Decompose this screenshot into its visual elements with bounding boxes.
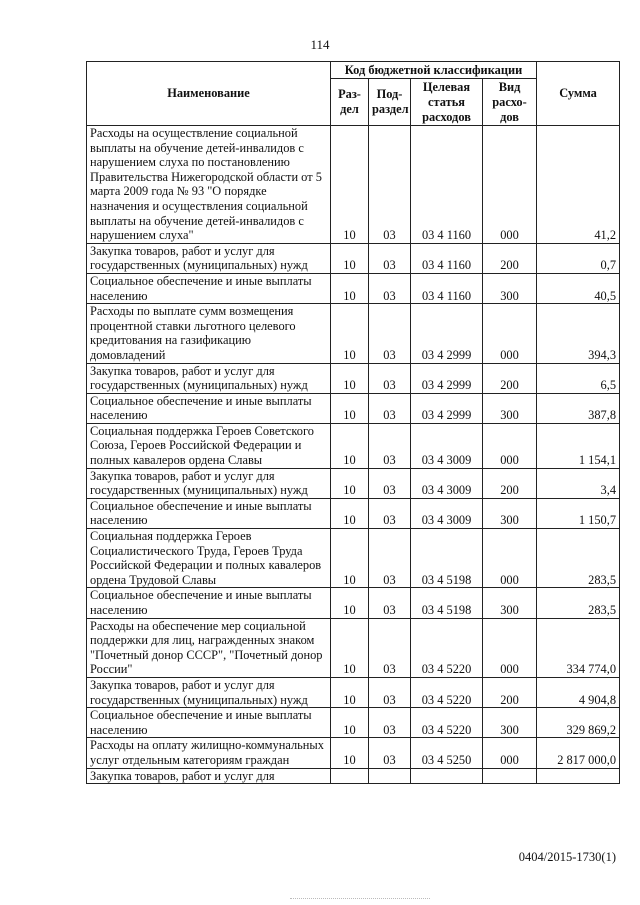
cell-target: 03 4 5220 xyxy=(411,618,483,677)
cell-vid: 300 xyxy=(483,393,537,423)
cell-sum: 334 774,0 xyxy=(537,618,620,677)
cell-podrazdel xyxy=(369,768,411,784)
cell-vid: 000 xyxy=(483,738,537,768)
cell-vid: 200 xyxy=(483,677,537,707)
table-row xyxy=(87,618,620,677)
header-classification-group: Код бюджетной классификации xyxy=(331,62,537,79)
cell-sum xyxy=(537,768,620,784)
cell-razdel: 10 xyxy=(331,529,369,588)
cell-razdel: 10 xyxy=(331,363,369,393)
cell-razdel: 10 xyxy=(331,588,369,618)
cell-podrazdel: 03 xyxy=(369,498,411,528)
cell-vid: 000 xyxy=(483,304,537,363)
cell-razdel: 10 xyxy=(331,468,369,498)
cell-name: Закупка товаров, работ и услуг для государственных (муниципальных) нужд xyxy=(87,677,331,707)
table-row xyxy=(87,529,620,588)
cell-name: Расходы на осуществление социальной выплаты на обучение детей-инвалидов с нарушением слуха по постановлению Правительства Нижегородской области от 5 марта 2009 года № 93 "О порядке назначения и осуществления социальной выплаты на обучение детей-инвалидов с нарушением слуха" xyxy=(87,126,331,244)
cell-target xyxy=(411,768,483,784)
cell-podrazdel: 03 xyxy=(369,677,411,707)
cell-podrazdel: 03 xyxy=(369,618,411,677)
cell-sum: 6,5 xyxy=(537,363,620,393)
cell-target: 03 4 5198 xyxy=(411,529,483,588)
cell-podrazdel: 03 xyxy=(369,126,411,244)
table-row xyxy=(87,768,620,784)
table-row xyxy=(87,738,620,768)
table-row xyxy=(87,588,620,618)
cell-razdel: 10 xyxy=(331,393,369,423)
cell-target: 03 4 3009 xyxy=(411,423,483,468)
cell-podrazdel: 03 xyxy=(369,738,411,768)
budget-table xyxy=(86,61,620,784)
cell-target: 03 4 1160 xyxy=(411,273,483,303)
cell-razdel: 10 xyxy=(331,243,369,273)
cell-vid: 000 xyxy=(483,423,537,468)
header-razdel: Раз- дел xyxy=(331,79,369,126)
table-row xyxy=(87,304,620,363)
bottom-edge-mark xyxy=(290,898,430,902)
cell-podrazdel: 03 xyxy=(369,708,411,738)
cell-sum: 394,3 xyxy=(537,304,620,363)
table-body xyxy=(87,126,620,784)
table-row xyxy=(87,468,620,498)
cell-razdel: 10 xyxy=(331,423,369,468)
table-row xyxy=(87,243,620,273)
cell-name: Социальная поддержка Героев Социалистического Труда, Героев Труда Российской Федерации и полных кавалеров ордена Трудовой Славы xyxy=(87,529,331,588)
cell-name: Закупка товаров, работ и услуг для государственных (муниципальных) нужд xyxy=(87,468,331,498)
cell-sum: 40,5 xyxy=(537,273,620,303)
table-row xyxy=(87,423,620,468)
table-row xyxy=(87,273,620,303)
cell-razdel: 10 xyxy=(331,498,369,528)
table-row xyxy=(87,126,620,244)
cell-target: 03 4 5220 xyxy=(411,677,483,707)
cell-sum: 2 817 000,0 xyxy=(537,738,620,768)
header-target: Целевая статья расходов xyxy=(411,79,483,126)
header-vid: Вид расхо- дов xyxy=(483,79,537,126)
table-row xyxy=(87,393,620,423)
cell-name: Социальное обеспечение и иные выплаты населению xyxy=(87,588,331,618)
cell-podrazdel: 03 xyxy=(369,393,411,423)
cell-podrazdel: 03 xyxy=(369,529,411,588)
cell-podrazdel: 03 xyxy=(369,304,411,363)
cell-name: Закупка товаров, работ и услуг для государственных (муниципальных) нужд xyxy=(87,243,331,273)
cell-target: 03 4 5220 xyxy=(411,708,483,738)
cell-target: 03 4 2999 xyxy=(411,393,483,423)
cell-vid: 000 xyxy=(483,126,537,244)
cell-vid: 200 xyxy=(483,468,537,498)
cell-sum: 387,8 xyxy=(537,393,620,423)
cell-sum: 4 904,8 xyxy=(537,677,620,707)
cell-target: 03 4 3009 xyxy=(411,468,483,498)
cell-razdel: 10 xyxy=(331,708,369,738)
cell-target: 03 4 5198 xyxy=(411,588,483,618)
cell-vid: 000 xyxy=(483,618,537,677)
cell-vid: 300 xyxy=(483,708,537,738)
header-sum: Сумма xyxy=(537,62,620,126)
cell-vid: 200 xyxy=(483,363,537,393)
cell-name: Расходы на обеспечение мер социальной поддержки для лиц, награжденных знаком "Почетный донор СССР", "Почетный донор России" xyxy=(87,618,331,677)
cell-target: 03 4 2999 xyxy=(411,304,483,363)
cell-razdel: 10 xyxy=(331,677,369,707)
cell-vid: 300 xyxy=(483,273,537,303)
cell-sum: 283,5 xyxy=(537,529,620,588)
cell-target: 03 4 2999 xyxy=(411,363,483,393)
cell-name: Расходы на оплату жилищно-коммунальных услуг отдельным категориям граждан xyxy=(87,738,331,768)
cell-razdel: 10 xyxy=(331,126,369,244)
cell-podrazdel: 03 xyxy=(369,423,411,468)
cell-vid: 300 xyxy=(483,588,537,618)
cell-name: Социальная поддержка Героев Советского Союза, Героев Российской Федерации и полных кавалеров ордена Славы xyxy=(87,423,331,468)
cell-podrazdel: 03 xyxy=(369,243,411,273)
cell-sum: 0,7 xyxy=(537,243,620,273)
table-header xyxy=(87,62,620,126)
document-code: 0404/2015-1730(1) xyxy=(518,850,616,864)
cell-razdel: 10 xyxy=(331,304,369,363)
cell-razdel xyxy=(331,768,369,784)
table-row xyxy=(87,708,620,738)
header-podrazdel: Под- раздел xyxy=(369,79,411,126)
cell-sum: 1 154,1 xyxy=(537,423,620,468)
cell-razdel: 10 xyxy=(331,273,369,303)
cell-razdel: 10 xyxy=(331,738,369,768)
table-row xyxy=(87,677,620,707)
cell-name: Социальное обеспечение и иные выплаты населению xyxy=(87,708,331,738)
cell-name: Социальное обеспечение и иные выплаты населению xyxy=(87,498,331,528)
cell-name: Социальное обеспечение и иные выплаты населению xyxy=(87,273,331,303)
cell-name: Закупка товаров, работ и услуг для государственных (муниципальных) нужд xyxy=(87,363,331,393)
table-row xyxy=(87,498,620,528)
cell-podrazdel: 03 xyxy=(369,588,411,618)
cell-name: Закупка товаров, работ и услуг для xyxy=(87,768,331,784)
cell-vid: 300 xyxy=(483,498,537,528)
cell-sum: 283,5 xyxy=(537,588,620,618)
cell-target: 03 4 5250 xyxy=(411,738,483,768)
cell-name: Социальное обеспечение и иные выплаты населению xyxy=(87,393,331,423)
cell-sum: 329 869,2 xyxy=(537,708,620,738)
cell-vid: 200 xyxy=(483,243,537,273)
header-name: Наименование xyxy=(87,62,331,126)
cell-vid: 000 xyxy=(483,529,537,588)
cell-razdel: 10 xyxy=(331,618,369,677)
cell-sum: 1 150,7 xyxy=(537,498,620,528)
cell-name: Расходы по выплате сумм возмещения процентной ставки льготного целевого кредитования на газификацию домовладений xyxy=(87,304,331,363)
cell-target: 03 4 3009 xyxy=(411,498,483,528)
cell-target: 03 4 1160 xyxy=(411,126,483,244)
cell-vid xyxy=(483,768,537,784)
cell-sum: 3,4 xyxy=(537,468,620,498)
cell-podrazdel: 03 xyxy=(369,468,411,498)
cell-sum: 41,2 xyxy=(537,126,620,244)
page-number: 114 xyxy=(310,37,330,52)
cell-target: 03 4 1160 xyxy=(411,243,483,273)
table-row xyxy=(87,363,620,393)
cell-podrazdel: 03 xyxy=(369,273,411,303)
cell-podrazdel: 03 xyxy=(369,363,411,393)
